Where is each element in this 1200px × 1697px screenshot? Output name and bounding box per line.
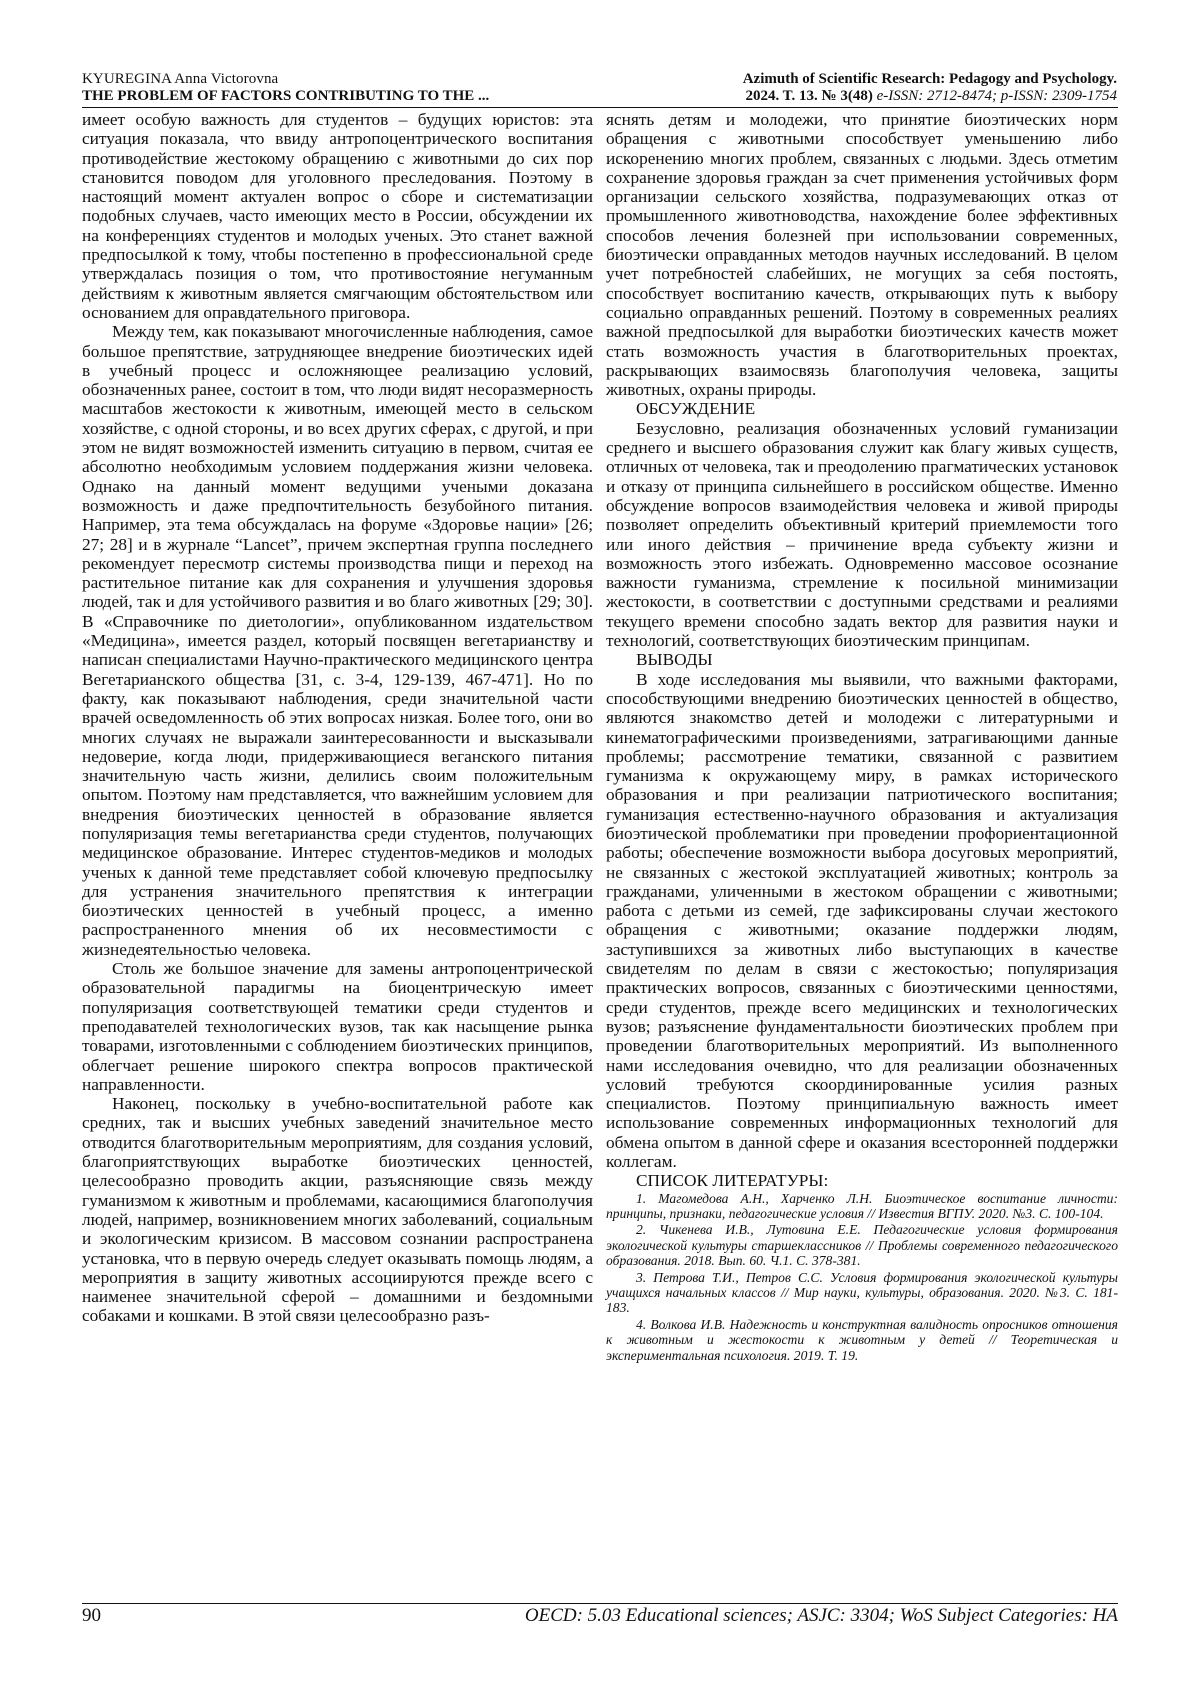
- reference-item: 1. Магомедова А.Н., Харченко Л.Н. Биоэтическое воспитание личности: принципы, признаки, педагогические условия // Известия ВГПУ. 2020. №3. С. 100-104.: [606, 1190, 1118, 1222]
- section-heading-conclusions: ВЫВОДЫ: [636, 650, 713, 670]
- header-issn: e-ISSN: 2712-8474; p-ISSN: 2309-1754: [876, 88, 1117, 104]
- paragraph: Между тем, как показывают многочисленные наблюдения, самое большое препятствие, затрудняющее внедрение биоэтических идей в учебный процесс и осложняющее реализацию условий, обозначенных ранее, состоит в том, что люди видят несоразмерность масштабов жестокости к животным, имеющей место в сельском хозяйстве, с одной стороны, и во всех других сферах, с другой, и при этом не видят возможностей изменить ситуацию в первом, считая ее абсолютно необходимым условием поддержания жизни человека. Однако на данный момент ведущими учеными доказана возможность и даже предпочтительность безубойного питания. Например, эта тема обсуждалась на форуме «Здоровье нации» [26; 27; 28] и в журнале “Lancet”, причем экспертная группа последнего рекомендует пересмотр системы производства пищи и переход на растительное питание как для сохранения и улучшения здоровья людей, так и для устойчивого развития и во благо животных [29; 30]. В «Справочнике по диетологии», опубликованном издательством «Медицина», имеется раздел, который посвящен вегетарианству и написан специалистами Научно-практического медицинского центра Вегетарианского общества [31, с. 3-4, 129-139, 467-471]. Но по факту, как показывают наблюдения, среди значительной части врачей осведомленность об этих вопросах низкая. Более того, они во многих случаях не выражали заинтересованности и высказывали недоверие, когда люди, придерживающиеся веганского питания значительную часть жизни, делились своим положительным опытом. Поэтому нам представляется, что важнейшим условием для внедрения биоэтических ценностей в образование является популяризация темы вегетарианства среди студентов, получающих медицинское образование. Интерес студентов-медиков и молодых ученых к данной теме представляет собой ключевую предпосылку для устранения значительного препятствия к интеграции биоэтических ценностей в учебный процесс, а именно распространенного мнения об их несовместимости с жизнедеятельностью человека.: [82, 322, 593, 959]
- paragraph: В ходе исследования мы выявили, что важными факторами, способствующими внедрению биоэтических ценностей в общество, являются знакомство детей и молодежи с литературными и кинематографическими произведениями, затрагивающими данные проблемы; рассмотрение тематики, связанной с развитием гуманизма к окружающему миру, в рамках исторического образования и при реализации патриотического воспитания; гуманизация естественно-научного образования и актуализация биоэтической проблематики при проведении профориентационной работы; обеспечение возможности выбора досуговых мероприятий, не связанных с жестокой эксплуатацией животных; контроль за гражданами, уличенными в жестоком обращении с животными; работа с детьми из семей, где зафиксированы случаи жестокого обращения с животными; оказание поддержки людям, заступившихся за животных либо выступающих в качестве свидетелям по делам в связи с жестокостью; популяризация практических вопросов, связанных с биоэтическими ценностями, среди студентов, прежде всего медицинских и технологических вузов; разъяснение фундаментальности биоэтических проблем при проведении благотворительных мероприятий. Из выполненного нами исследования очевидно, что для реализации обозначенных условий требуются скоординированные усилия разных специалистов. Поэтому принципиальную важность имеет использование современных информационных технологий для обмена опытом в данной сфере и оказания всесторонней поддержки коллегам.: [606, 669, 1118, 1172]
- running-header-left: [82, 71, 602, 105]
- running-header-right: [597, 71, 1117, 105]
- reference-item: 4. Волкова И.В. Надежность и конструктная валидность опросников отношения к животным и жестокости к животным у детей // Теоретическая и экспериментальная психология. 2019. Т. 19.: [606, 1316, 1118, 1363]
- paragraph: имеет особую важность для студентов – будущих юристов: эта ситуация показала, что ввиду антропоцентрического воспитания противодействие жестокому обращению с животными до сих пор становится поводом для уголовного преследования. Поэтому в настоящий момент актуален вопрос о сборе и систематизации подобных случаев, часто имеющих место в России, обсуждении их на конференциях студентов и молодых ученых. Это станет важной предпосылкой к тому, чтобы постепенно в профессиональной среде утверждалась позиция о том, что противостояние негуманным действиям к животным является смягчающим обстоятельством или основанием для оправдательного приговора.: [82, 110, 593, 322]
- paragraph: яснять детям и молодежи, что принятие биоэтических норм обращения с животными способствует уменьшению либо искоренению многих проблем, связанных с людьми. Здесь отметим сохранение здоровья граждан за счет применения устойчивых форм организации сельского хозяйства, подразумевающих отказ от промышленного животноводства, нахождение более эффективных способов лечения болезней при использовании современных, биоэтически оправданных методов научных исследований. В целом учет потребностей слабейших, не могущих за себя постоять, способствует воспитанию качеств, открывающих путь к выбору социально оправданных решений. Поэтому в современных реалиях важной предпосылкой для выработки биоэтических качеств может стать возможность участия в благотворительных проектах, раскрывающих взаимосвязь благополучия человека, защиты животных, охраны природы.: [606, 110, 1118, 400]
- page-number: 90: [82, 1605, 101, 1626]
- header-journal-name: Azimuth of Scientific Research: Pedagogy and Psychology.: [742, 71, 1117, 87]
- right-column: [606, 110, 1118, 1364]
- footer-divider: [82, 1603, 1118, 1604]
- section-heading-references: СПИСОК ЛИТЕРАТУРЫ:: [636, 1171, 829, 1191]
- left-column: [82, 110, 593, 1326]
- paragraph: Безусловно, реализация обозначенных условий гуманизации среднего и высшего образования служит как благу живых существ, отличных от человека, так и преодолению прагматических установок и отказу от принципа сильнейшего в российском обществе. Именно обсуждение вопросов взаимодействия человека и живой природы позволяет определить объективный критерий приемлемости того или иного действия – причинение вреда субъекту жизни и возможность этого избежать. Одновременно массовое осознание важности гуманизма, стремление к посильной минимизации жестокости, в соответствии с доступными средствами и реалиями текущего времени способно задать вектор для развития науки и технологий, соответствующих биоэтическим принципам.: [606, 418, 1118, 651]
- footer-classification: OECD: 5.03 Educational sciences; ASJC: 3304; WoS Subject Categories: HA: [524, 1605, 1118, 1626]
- header-author: KYUREGINA Anna Victorovna: [82, 71, 279, 87]
- section-heading-discussion: ОБСУЖДЕНИЕ: [636, 399, 756, 419]
- reference-list: [606, 1191, 1118, 1363]
- header-article-title: THE PROBLEM OF FACTORS CONTRIBUTING TO THE ...: [82, 88, 490, 104]
- paragraph: Наконец, поскольку в учебно-воспитательной работе как средних, так и высших учебных заведений значительное место отводится благотворительным мероприятиям, для создания условий, благоприятствующих выработке биоэтических ценностей, целесообразно проводить акции, разъясняющие связь между гуманизмом к животным и проблемами, касающимися благополучия людей, например, возникновением многих заболеваний, социальным и экологическим кризисом. В массовом сознании распространена установка, что в первую очередь следует оказывать помощь людям, а мероприятия в защиту животных ассоциируются прежде всего с наименее значительной сферой – домашними и бездомными собаками и кошками. В этой связи целесообразно разъ-: [82, 1094, 593, 1326]
- paragraph: Столь же большое значение для замены антропоцентрической образовательной парадигмы на биоцентрическую имеет популяризация соответствующей тематики среди студентов и преподавателей технологических вузов, так как насыщение рынка товарами, изготовленными с соблюдением биоэтических принципов, облегчает решение широкого спектра вопросов практической направленности.: [82, 959, 593, 1094]
- reference-item: 3. Петрова Т.И., Петров С.С. Условия формирования экологической культуры учащихся начальных классов // Мир науки, культуры, образования. 2020. №3. С. 181-183.: [606, 1269, 1118, 1316]
- header-divider: [82, 107, 1118, 108]
- reference-item: 2. Чикенева И.В., Лутовина Е.Е. Педагогические условия формирования экологической культуры старшеклассников // Проблемы современного педагогического образования. 2018. Вып. 60. Ч.1. С. 378-381.: [606, 1222, 1118, 1269]
- header-issue: 2024. T. 13. № 3(48): [745, 88, 873, 104]
